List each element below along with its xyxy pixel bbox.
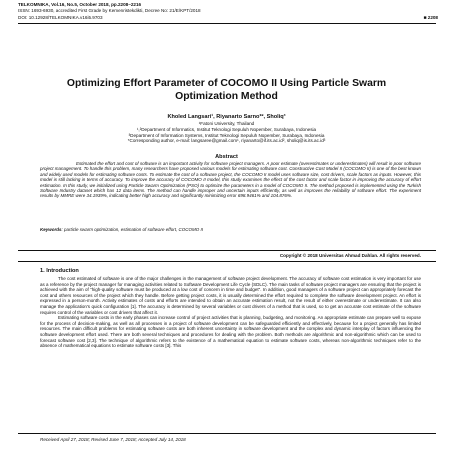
page-number-block [423,15,438,21]
doi: DOI: 10.12928/TELKOMNIKA.v16i5.9703 [18,14,103,20]
affiliation-line: ³Department of Information Systems, Institut Teknologi Sepuluh Nopember, Surabaya, Indonesia [128,132,325,138]
keywords-label: Keywords [40,227,62,232]
affiliation-line: ¹Fatoni University, Thailand [198,121,255,126]
page-number: 2208 [427,14,438,20]
copyright-rule-top [18,250,436,251]
square-bullet-icon: ■ [423,14,427,21]
keywords [40,227,421,232]
introduction-body [40,276,421,349]
corresponding-author: *Corresponding author, e-mail: langsaree@gmail.com¹, riyanarto@if.its.ac.id², sholiq@is.its.ac.id³ [127,138,326,144]
footer-rule [18,433,436,434]
affiliations [30,121,423,144]
paper-title: Optimizing Effort Parameter of COCOMO II Using Particle Swarm Optimization Method [66,78,387,102]
copyright-notice: Copyright © 2018 Universitas Ahmad Dahlan. All rights reserved. [279,253,421,258]
section-heading: 1. Introduction [40,268,79,274]
author-list: Kholed Langsari¹, Riyanarto Sarno*², Sholiq³ [167,114,286,120]
journal-line: TELKOMNIKA, Vol.16, No.5, October 2018, pp.2208~2216 [18,2,142,7]
doi-row [18,15,438,21]
copyright-rule-bottom [18,261,436,262]
paragraph: The cost estimated of software is one of the major challenges in the management of software project development. The accuracy of software cost estimation is very important for use as a reference by the project manager for managing activities related to Software Development Life Cycle (SDLC). The main tasks of software project managers are ensuring that the project is achieved with the aim of "high-quality software must be produced at a low cost of concern in time and budget". In addition, good managers of a software project can appropriately forecast the cost and others resources of the project which they handle. Before getting project costs, it is usually determined the effort required to complete the software development project. An effort is expressed in a person-month. Activity estimates of costs and efforts are intended to obtain an accurate estimation result, not the result of either overestimate or underestimate. It can also manage the application's quick configuration [1]. The accuracy is determined by several variables or cost drivers of a method that is used, so to get an accurate cost estimate of the software requires control of the variables or cost drivers that affect it. [40,276,421,315]
affiliation-line: ¹,²Department of Informatics, Institut Teknologi Sepuluh Nopember, Surabaya, Indonesia [136,126,317,132]
journal-header [18,2,438,21]
issn-line: ISSN: 1693-6930, accredited First Grade by Kemenristekdikti, Decree No: 21/E/KPT/2018 [18,8,201,14]
header-rule [18,23,436,24]
paragraph: Estimating software costs in the early phases can increase control of project activities that is planning, budgeting, and monitoring. An appropriate estimate can prepare well to expose for the process of decision-making, as well as all processes in a project of software development can be safeguarded efficiently and effectively, because for a project generally has limited resources. The main difficult problems for estimating software costs are both inherent uncertainty in software development and the complex and dynamic interplay of factors influencing the software development effort used. There are both several techniques and procedures for dealing with the problem. Both methods are algorithmic and non-algorithmic which can be used to forecast software cost [2,3]. The technique of algorithmic refers to the existence of a mathematical equation to estimate software costs, whereas non-algorithmic techniques refer to the absence of mathematical equations to estimate software costs [3]. This [40,315,421,349]
abstract-body: Estimated the effort and cost of software is an important activity for software project managers. A poor estimate (overestimates or underestimates) will result in poor software project management. To handle this problem, many researchers have proposed various models for estimating software cost. Constructive Cost Model II (COCOMO II) is one of the best known and widely used models for estimating software costs. To estimate the cost of a software project, the COCOMO II model uses software size, cost drivers, scale factors as inputs. However, this model is still lacking in terms of accuracy. To improve the accuracy of COCOMO II model, this study examines the effect of the cost factor and scale factor in improving the accuracy of effort estimation. In this study, we initialized using Particle Swarm Optimization (PSO) to optimize the parameters in a model of COCOMO II. The method proposed is implemented using the Turkish Software Industry dataset which has 12 data items. The method can handle improper and uncertain inputs efficiently, as well as improves the reliability of software effort. The experiment results by MMRE were 34.1939%, indicating better high accuracy and significantly minimizing error 698.9461% and 104.876%. [40,161,421,199]
keywords-value: : particle swarm optimization, estimation of software effort, COCOMO II [61,227,204,232]
abstract-heading: Abstract [215,154,238,160]
received-dates: Received April 27, 2018; Revised June 7, 2018; Accepted July 14, 2018 [40,437,186,442]
